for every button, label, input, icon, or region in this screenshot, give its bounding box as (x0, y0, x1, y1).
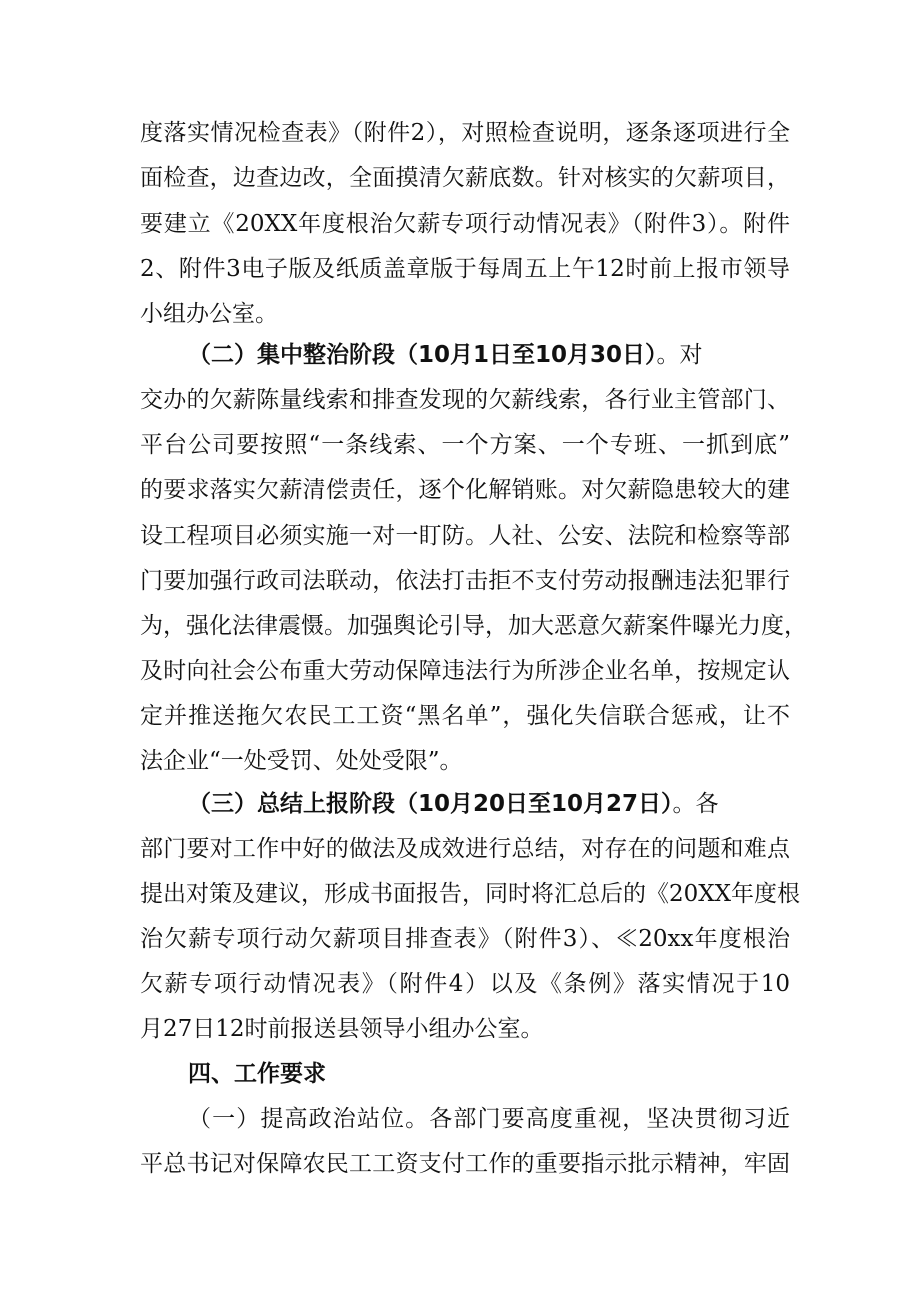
paragraph-line: 交办的欠薪陈量线索和排查发现的欠薪线索，各行业主管部门、 (140, 387, 790, 413)
paragraph-line: 设工程项目必须实施一对一盯防。人社、公安、法院和检察等部 (140, 523, 790, 549)
paragraph-line: 治欠薪专项行动欠薪项目排查表》（附件3）、≪20xx年度根治 (140, 926, 790, 952)
requirement-1-line (188, 1104, 790, 1134)
paragraph-line: 面检查，边查边改，全面摸清欠薪底数。针对核实的欠薪项目， (140, 165, 790, 191)
paragraph-line: 及时向社会公布重大劳动保障违法行为所涉企业名单，按规定认 (140, 658, 790, 684)
paragraph-line: 平台公司要按照“一条线索、一个方案、一个专班、一抓到底” (140, 432, 790, 458)
paragraph-line: 为，强化法律震慑。加强舆论引导，加大恶意欠薪案件曝光力度， (140, 613, 807, 639)
paragraph-line: 要建立《20XX年度根治欠薪专项行动情况表》（附件3）。附件 (140, 211, 790, 237)
requirement-1-tail: 各部门要高度重视，坚决贯彻习近 (429, 1106, 790, 1132)
paragraph-line: 法企业“一处受罚、处处受限”。 (140, 748, 463, 774)
paragraph-line: 小组办公室。 (140, 301, 278, 327)
paragraph-line: 月27日12时前报送县领导小组办公室。 (140, 1016, 544, 1042)
paragraph-line: 2、附件3电子版及纸质盖章版于每周五上午12时前上报市领导 (140, 256, 790, 282)
section-heading-2-title: （二）集中整治阶段（10月1日至10月30日） (188, 342, 657, 368)
paragraph-line: 定并推送拖欠农民工工资“黑名单”，强化失信联合惩戒，让不 (140, 703, 790, 729)
section-heading-4: 四、工作要求 (188, 1061, 326, 1087)
section-heading-2-tail: 。对 (656, 342, 703, 368)
section-heading-3 (188, 789, 790, 819)
requirement-1-lead: （一）提高政治站位。 (188, 1106, 430, 1132)
paragraph-line: 的要求落实欠薪清偿责任，逐个化解销账。对欠薪隐患较大的建 (140, 477, 790, 503)
section-heading-3-tail: 。各 (672, 791, 719, 817)
section-heading-2 (188, 340, 790, 370)
paragraph-line: 度落实情况检查表》（附件2），对照检查说明，逐条逐项进行全 (140, 120, 790, 146)
paragraph-line: 部门要对工作中好的做法及成效进行总结，对存在的问题和难点 (140, 836, 790, 862)
paragraph-line: 平总书记对保障农民工工资支付工作的重要指示批示精神，牢固 (140, 1151, 790, 1177)
section-heading-3-title: （三）总结上报阶段（10月20日至10月27日） (188, 791, 673, 817)
paragraph-line: 欠薪专项行动情况表》（附件4）以及《条例》落实情况于10 (140, 971, 790, 997)
paragraph-line: 提出对策及建议，形成书面报告，同时将汇总后的《20XX年度根 (140, 881, 801, 907)
paragraph-line: 门要加强行政司法联动，依法打击拒不支付劳动报酬违法犯罪行 (140, 568, 790, 594)
